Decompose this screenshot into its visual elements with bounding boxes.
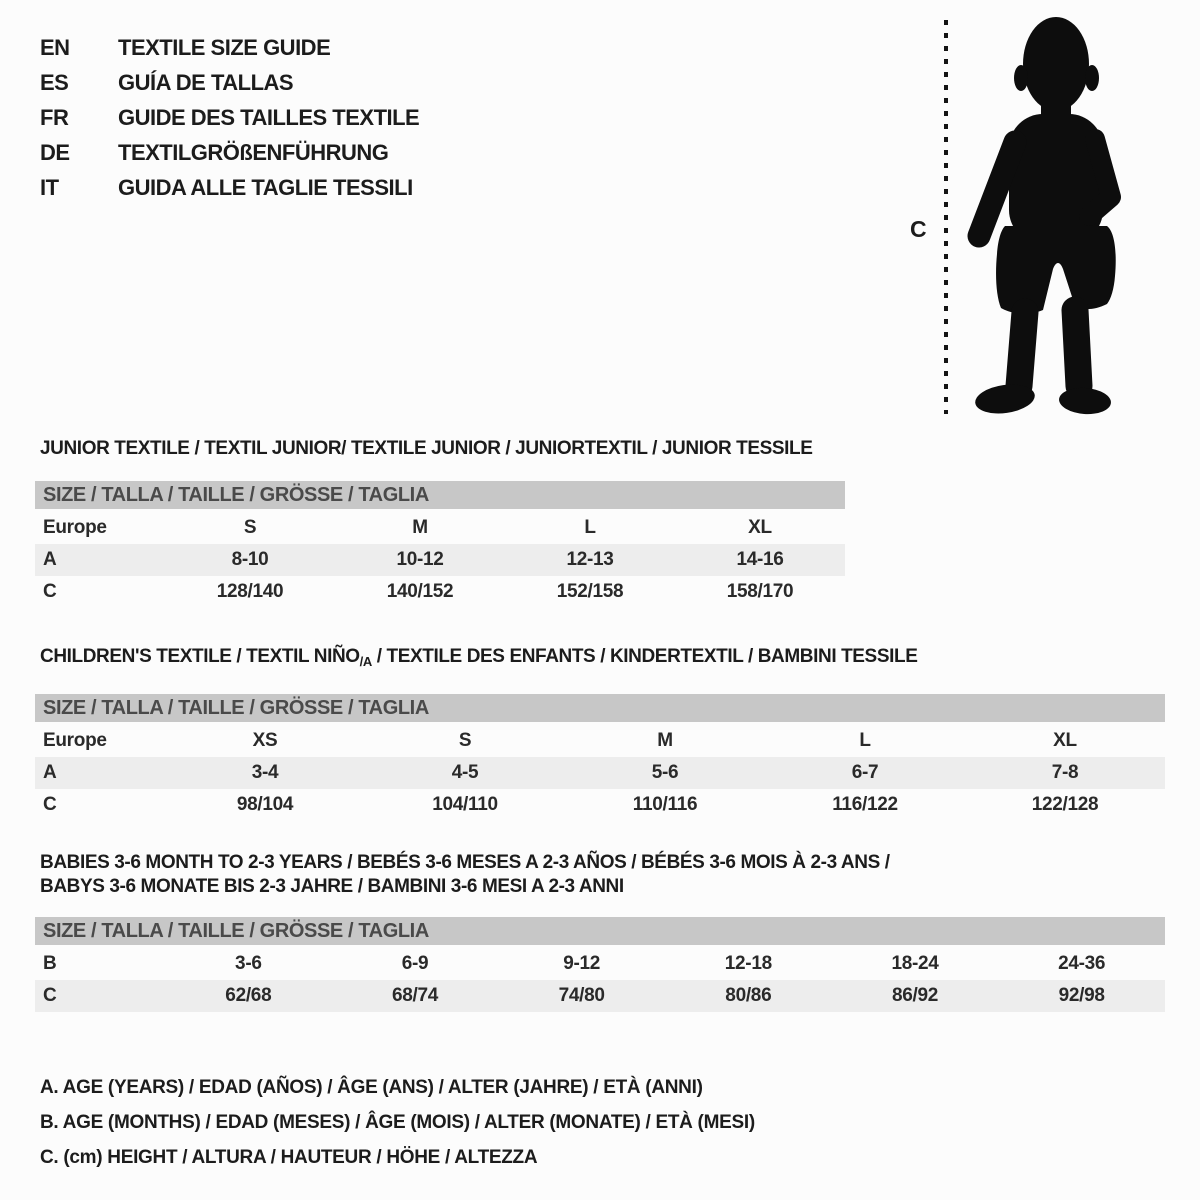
size-cell: 152/158 <box>556 581 624 602</box>
lang-title: GUIDE DES TAILLES TEXTILE <box>118 104 420 130</box>
section-title-text: BABYS 3-6 MONATE BIS 2-3 JAHRE / BAMBINI 3-6 MESI A 2-3 ANNI <box>40 876 624 897</box>
table-row <box>35 789 1165 821</box>
babies-size-table <box>35 917 1165 1012</box>
section-title-text: / TEXTILE DES ENFANTS / KINDERTEXTIL / BAMBINI TESSILE <box>371 646 918 667</box>
size-cell: 122/128 <box>1031 794 1099 815</box>
size-cell: S <box>458 730 472 751</box>
section-title-text: /A <box>359 654 372 669</box>
table-row <box>35 757 1165 789</box>
table-row <box>35 980 1165 1012</box>
size-cell: 158/170 <box>726 581 794 602</box>
lang-title: GUIDA ALLE TAGLIE TESSILI <box>118 174 413 200</box>
junior-textile-section <box>35 437 845 608</box>
lang-code: EN <box>40 34 70 60</box>
legend-line-a: A. AGE (YEARS) / EDAD (AÑOS) / ÂGE (ANS) / ALTER (JAHRE) / ETÀ (ANNI) <box>40 1076 703 1098</box>
size-table-header: SIZE / TALLA / TAILLE / GRÖSSE / TAGLIA <box>35 917 1165 945</box>
lang-code: DE <box>40 139 70 165</box>
size-cell: 86/92 <box>891 985 939 1006</box>
size-cell: 68/74 <box>391 985 439 1006</box>
row-label: C <box>43 794 57 815</box>
height-measure-label: C <box>910 216 927 242</box>
size-table-header: SIZE / TALLA / TAILLE / GRÖSSE / TAGLIA <box>35 694 1165 722</box>
size-cell: 14-16 <box>736 549 784 570</box>
lang-title: TEXTILE SIZE GUIDE <box>118 34 331 60</box>
babies-textile-section <box>35 851 1165 1012</box>
size-table-header: SIZE / TALLA / TAILLE / GRÖSSE / TAGLIA <box>35 481 845 509</box>
size-cell: 128/140 <box>216 581 284 602</box>
section-title-text: CHILDREN'S TEXTILE / TEXTIL NIÑO <box>40 646 360 667</box>
size-cell: XL <box>748 517 772 538</box>
size-cell: M <box>412 517 428 538</box>
size-cell: 18-24 <box>891 953 939 974</box>
row-label: A <box>43 549 57 570</box>
table-row <box>35 544 845 576</box>
children-section-title <box>40 645 1165 674</box>
measure-legend <box>40 1070 755 1175</box>
legend-line-b: B. AGE (MONTHS) / EDAD (MESES) / ÂGE (MOIS) / ALTER (MONATE) / ETÀ (MESI) <box>40 1111 755 1133</box>
lang-row-it <box>40 170 419 205</box>
size-cell: L <box>584 517 596 538</box>
size-cell: 8-10 <box>231 549 269 570</box>
lang-row-de <box>40 135 419 170</box>
size-cell: 5-6 <box>651 762 679 783</box>
size-cell: 24-36 <box>1058 953 1106 974</box>
size-cell: S <box>243 517 257 538</box>
babies-section-title <box>40 851 1165 899</box>
size-cell: 4-5 <box>451 762 479 783</box>
size-cell: 12-13 <box>566 549 614 570</box>
junior-section-title <box>40 437 845 461</box>
size-cell: 74/80 <box>558 985 605 1006</box>
size-cell: 9-12 <box>563 953 601 974</box>
children-textile-section <box>35 645 1165 821</box>
size-cell: 110/116 <box>632 794 698 815</box>
size-cell: 80/86 <box>725 985 772 1006</box>
size-cell: 92/98 <box>1058 985 1105 1006</box>
row-label: Europe <box>43 730 107 751</box>
size-cell: 98/104 <box>236 794 294 815</box>
size-cell: 140/152 <box>386 581 454 602</box>
lang-title: TEXTILGRÖßENFÜHRUNG <box>118 139 389 165</box>
children-size-table <box>35 694 1165 821</box>
table-row <box>35 512 845 544</box>
table-row <box>35 948 1165 980</box>
row-label: C <box>43 581 57 602</box>
size-cell: 62/68 <box>225 985 272 1006</box>
size-cell: 6-9 <box>401 953 429 974</box>
size-cell: 10-12 <box>396 549 444 570</box>
section-title-text: BABIES 3-6 MONTH TO 2-3 YEARS / BEBÉS 3-6 MESES A 2-3 AÑOS / BÉBÉS 3-6 MOIS À 2-3 ANS / <box>40 852 890 873</box>
table-row <box>35 576 845 608</box>
lang-code: ES <box>40 69 69 95</box>
lang-code: IT <box>40 174 59 200</box>
row-label: C <box>43 985 57 1006</box>
toddler-silhouette-icon <box>933 14 1143 419</box>
size-cell: 6-7 <box>851 762 879 783</box>
lang-row-fr <box>40 100 419 135</box>
junior-size-table <box>35 481 845 608</box>
size-cell: M <box>657 730 673 751</box>
lang-code: FR <box>40 104 69 130</box>
size-cell: 7-8 <box>1051 762 1079 783</box>
size-cell: XL <box>1053 730 1077 751</box>
table-row <box>35 725 1165 757</box>
legend-line-c: C. (cm) HEIGHT / ALTURA / HAUTEUR / HÖHE / ALTEZZA <box>40 1146 538 1168</box>
row-label: Europe <box>43 517 107 538</box>
size-cell: XS <box>252 730 278 751</box>
lang-row-es <box>40 65 419 100</box>
lang-row-en <box>40 30 419 65</box>
size-cell: L <box>859 730 871 751</box>
row-label: B <box>43 953 57 974</box>
size-cell: 12-18 <box>724 953 772 974</box>
size-cell: 3-4 <box>251 762 279 783</box>
language-title-list <box>40 30 419 205</box>
size-cell: 104/110 <box>432 794 498 815</box>
section-title-text: JUNIOR TEXTILE / TEXTIL JUNIOR/ TEXTILE JUNIOR / JUNIORTEXTIL / JUNIOR TESSILE <box>40 438 813 459</box>
row-label: A <box>43 762 57 783</box>
size-cell: 3-6 <box>235 953 262 974</box>
lang-title: GUÍA DE TALLAS <box>118 69 294 95</box>
size-cell: 116/122 <box>832 794 898 815</box>
